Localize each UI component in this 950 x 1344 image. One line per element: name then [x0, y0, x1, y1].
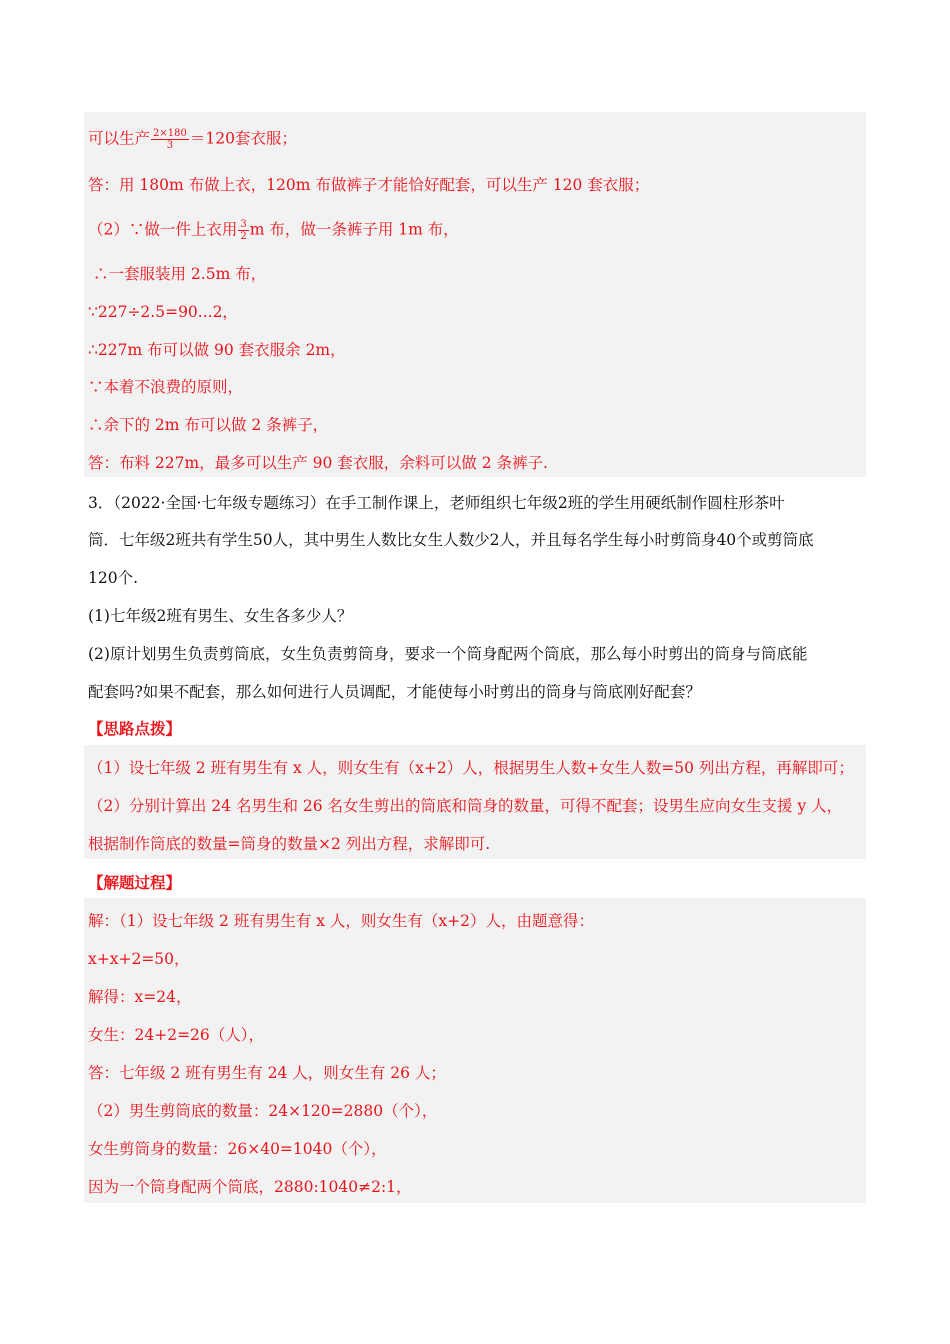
text: ＝120套衣服；: [189, 129, 297, 148]
fraction: [238, 219, 248, 242]
hint-heading: 【思路点拨】: [88, 719, 182, 738]
answer-line: 答：用 180m 布做上衣，120m 布做裤子才能恰好配套，可以生产 120 套衣服；: [88, 176, 650, 194]
fraction-numerator: 2×180: [153, 128, 187, 139]
text: m 布，做一条裤子用 1m 布，: [249, 220, 459, 239]
fraction-denominator: 3: [166, 140, 174, 151]
question-line: 配套吗?如果不配套，那么如何进行人员调配，才能使每小时剪出的筒身与筒底刚好配套？: [88, 683, 701, 701]
question-line: 筒．七年级2班共有学生50人，其中男生人数比女生人数少2人，并且每名学生每小时剪筒身40个或剪筒底: [88, 531, 814, 549]
answer-line: ∴余下的 2m 布可以做 2 条裤子，: [88, 416, 329, 434]
hint-line: （1）设七年级 2 班有男生有 x 人，则女生有（x+2）人，根据男生人数+女生人数=50 列出方程，再解即可；: [88, 759, 854, 777]
answer-line: ∴227m 布可以做 90 套衣服余 2m，: [88, 341, 346, 359]
fraction-denominator: 2: [240, 231, 247, 242]
text: （2）∵做一件上衣用: [88, 220, 238, 239]
answer-line: 答：布料 227m，最多可以生产 90 套衣服，余料可以做 2 条裤子.: [88, 454, 548, 472]
question-line: 3．（2022·全国·七年级专题练习）在手工制作课上，老师组织七年级2班的学生用硬纸制作圆柱形茶叶: [88, 494, 785, 512]
question-line: (1)七年级2班有男生、女生各多少人？: [88, 607, 353, 625]
solution-line: 答：七年级 2 班有男生有 24 人，则女生有 26 人；: [88, 1064, 446, 1082]
solution-line: （2）男生剪筒底的数量：24×120=2880（个），: [88, 1102, 438, 1120]
answer-line: ∵227÷2.5=90...2，: [88, 303, 238, 321]
question-line: 120个.: [88, 569, 139, 587]
solution-line: 女生剪筒身的数量：26×40=1040（个），: [88, 1140, 387, 1158]
solution-line: x+x+2=50，: [88, 950, 190, 968]
solution-line: 因为一个筒身配两个筒底，2880:1040≠2:1，: [88, 1178, 412, 1196]
hint-line: （2）分别计算出 24 名男生和 26 名女生剪出的筒底和筒身的数量，可得不配套；设男生应向女生支援 y 人，: [88, 797, 843, 815]
fraction: [151, 128, 189, 151]
text: 可以生产: [88, 129, 151, 148]
answer-line: ∴一套服装用 2.5m 布，: [93, 265, 267, 283]
fraction-numerator: 3: [240, 219, 247, 230]
answer-line: ∵本着不浪费的原则，: [88, 378, 244, 396]
question-line: (2)原计划男生负责剪筒底，女生负责剪筒身，要求一个筒身配两个筒底，那么每小时剪出的筒身与筒底能: [88, 645, 808, 663]
solution-heading: 【解题过程】: [88, 873, 182, 892]
solution-line: 解：（1）设七年级 2 班有男生有 x 人，则女生有（x+2）人，由题意得：: [88, 912, 595, 930]
solution-line: 解得：x=24，: [88, 988, 192, 1006]
answer-line: [88, 128, 297, 151]
answer-line: [88, 219, 459, 242]
hint-line: 根据制作筒底的数量=筒身的数量×2 列出方程，求解即可.: [88, 835, 491, 853]
solution-line: 女生：24+2=26（人），: [88, 1026, 265, 1044]
